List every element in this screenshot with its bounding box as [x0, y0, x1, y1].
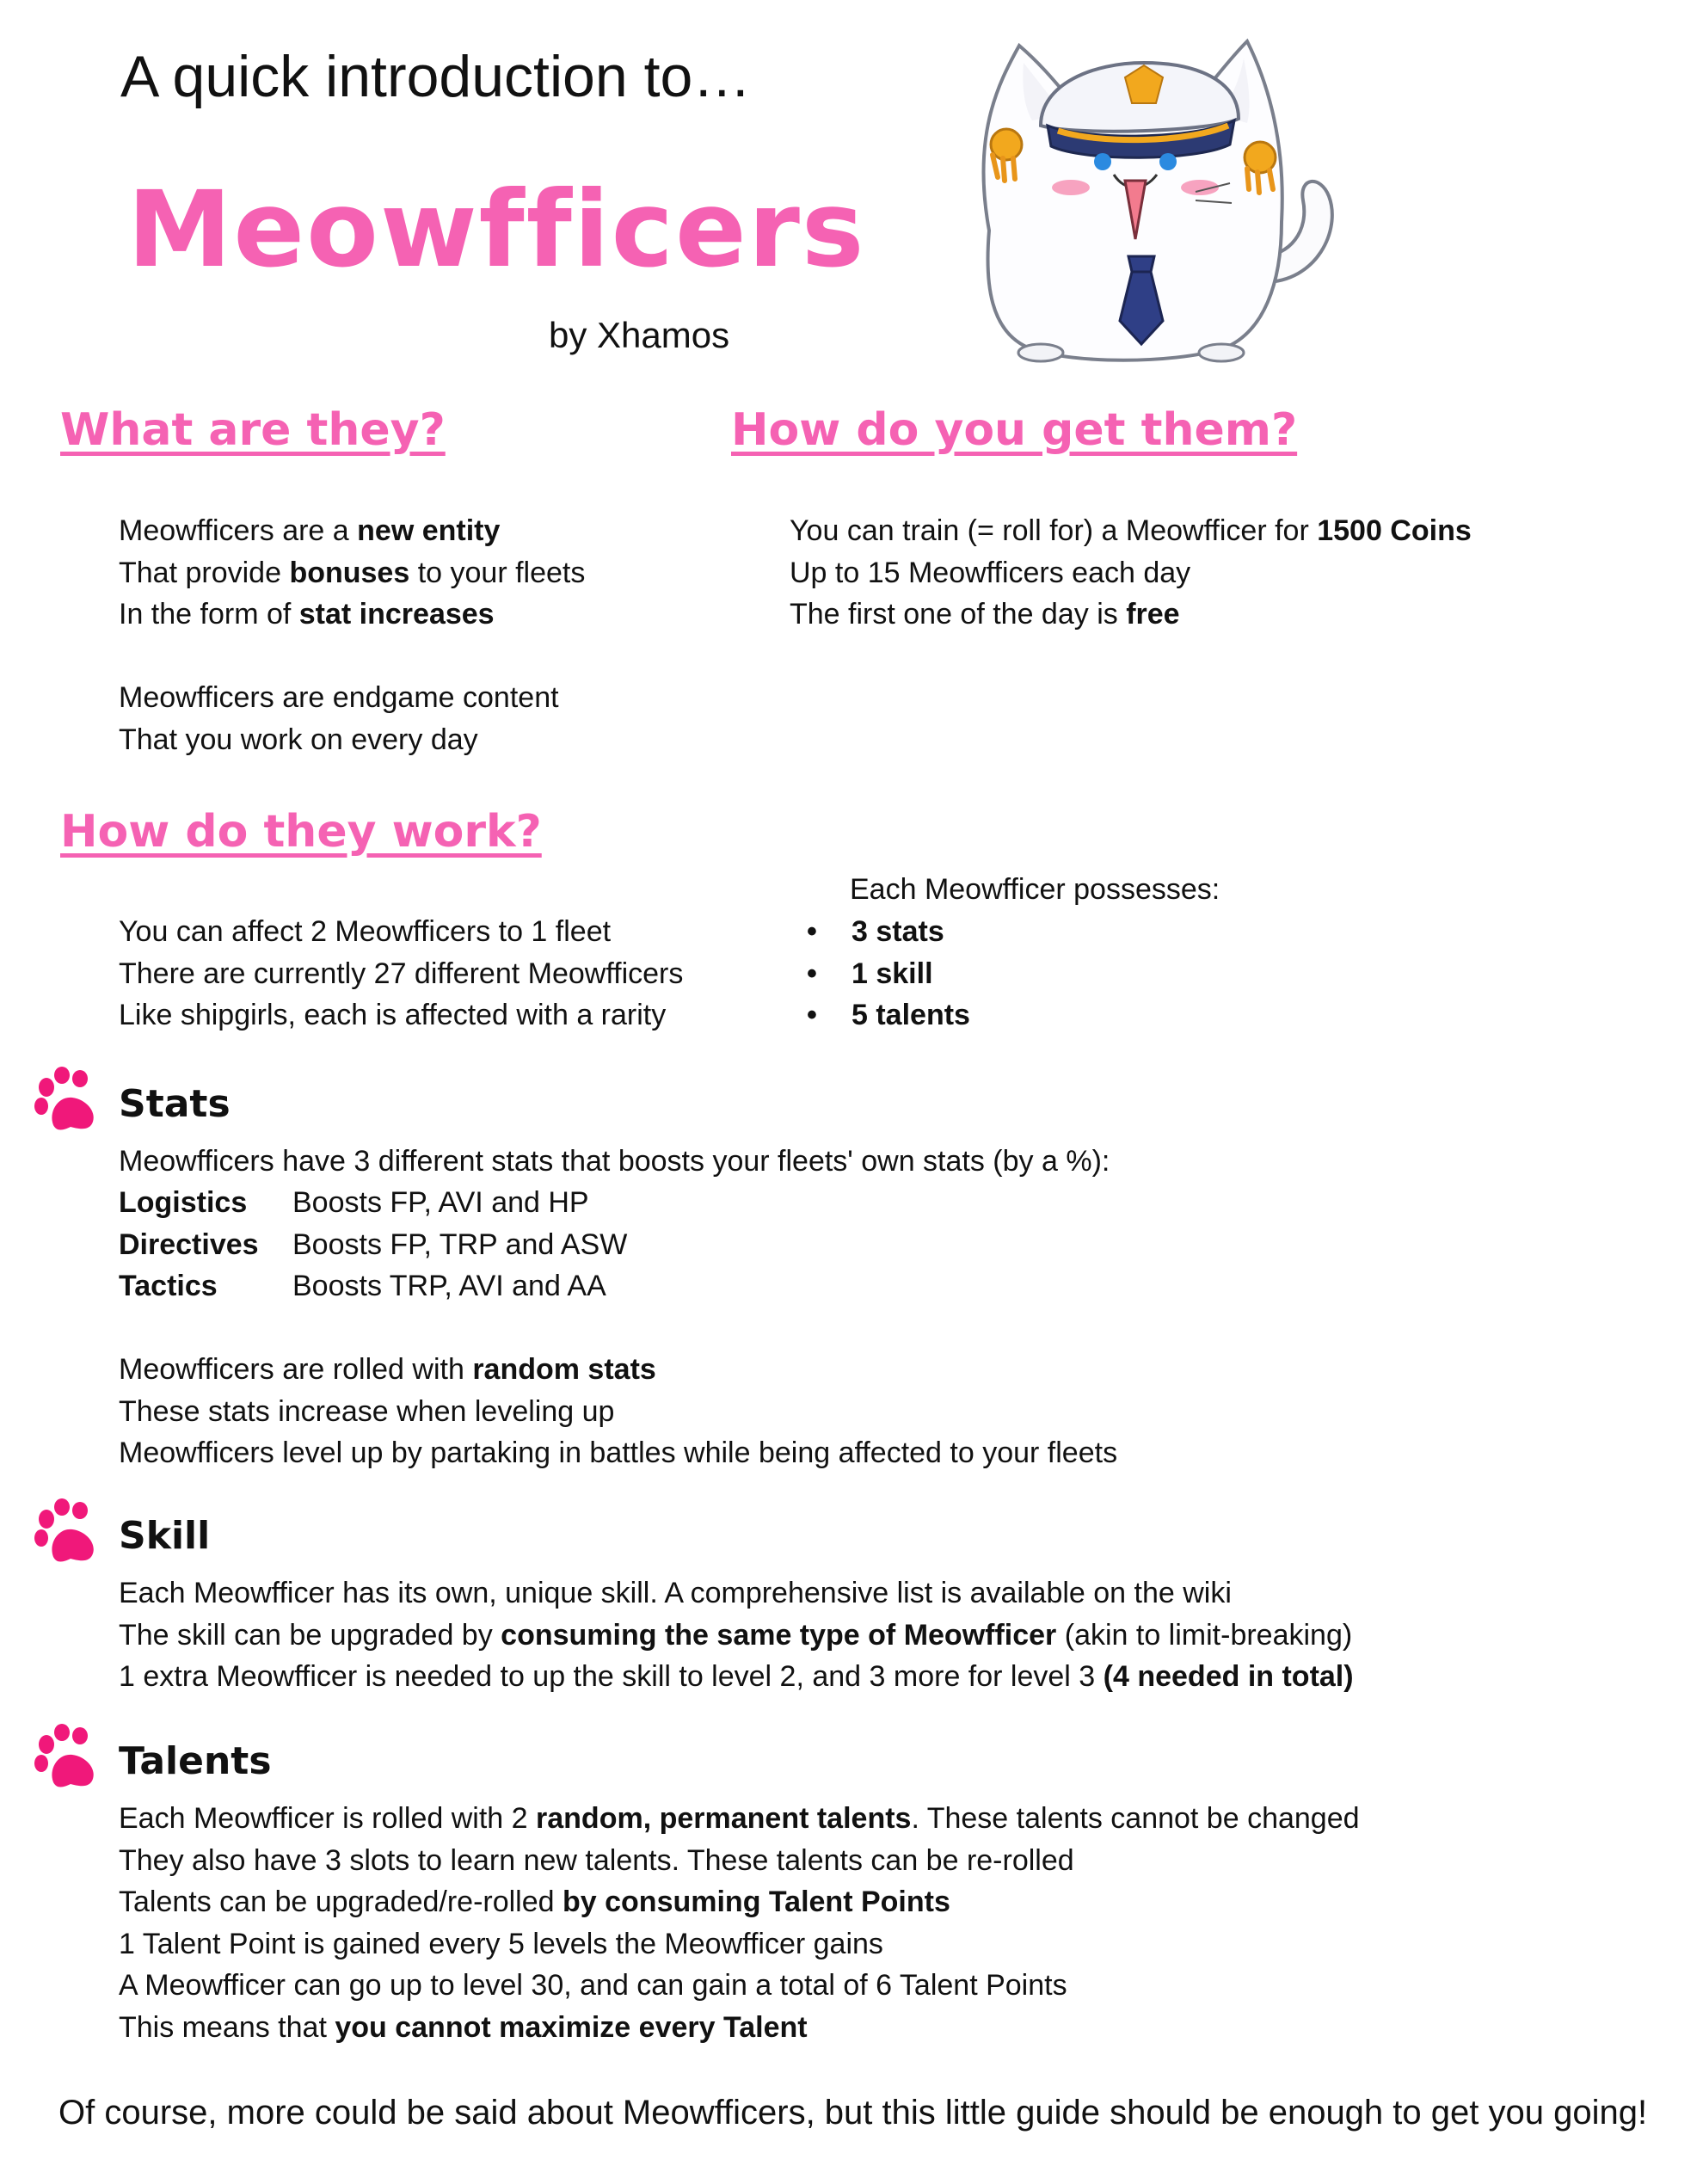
stats-note-line: These stats increase when leveling up — [119, 1394, 615, 1428]
what-are-they-line: Meowfficers are a new entity — [119, 514, 501, 547]
skill-body — [119, 1572, 1354, 1698]
skill-line: The skill can be upgraded by consuming the same type of Meowfficer (akin to limit-breaking) — [119, 1618, 1353, 1652]
talents-line: A Meowfficer can go up to level 30, and can gain a total of 6 Talent Points — [119, 1969, 1067, 2002]
stat-description: Boosts TRP, AVI and AA — [292, 1270, 606, 1302]
stats-table — [119, 1182, 627, 1307]
how-work-line: There are currently 27 different Meowfficers — [119, 957, 684, 990]
stat-row — [119, 1224, 627, 1266]
page-title: Meowfficers — [127, 169, 866, 291]
paw-print-icon — [33, 1498, 100, 1567]
stat-name: Directives — [119, 1227, 259, 1261]
heading-talents: Talents — [119, 1739, 272, 1783]
what-are-they-body — [119, 510, 585, 760]
possesses-item: • 1 skill — [807, 953, 970, 995]
stats-note-line: Meowfficers are rolled with random stats — [119, 1353, 656, 1386]
stat-description: Boosts FP, AVI and HP — [292, 1186, 589, 1219]
what-are-they-line — [119, 636, 585, 678]
how-get-line: The first one of the day is free — [790, 598, 1180, 631]
how-get-line: Up to 15 Meowfficers each day — [790, 556, 1191, 589]
possesses-item: • 3 stats — [807, 911, 970, 953]
stats-note-line: Meowfficers level up by partaking in battles while being affected to your fleets — [119, 1437, 1118, 1469]
heading-stats: Stats — [119, 1082, 231, 1126]
skill-line: Each Meowfficer has its own, unique skill. A comprehensive list is available on the wiki — [119, 1577, 1232, 1609]
what-are-they-line: Meowfficers are endgame content — [119, 681, 559, 714]
author-byline: by Xhamos — [549, 315, 730, 355]
how-work-body — [119, 911, 683, 1037]
paw-print-icon — [33, 1067, 100, 1135]
heading-what-are-they: What are they? — [60, 404, 446, 456]
talents-line: This means that you cannot maximize every Talent — [119, 2010, 808, 2044]
talents-body — [119, 1798, 1360, 2048]
heading-how-do-you-get-them: How do you get them? — [731, 404, 1298, 456]
skill-line: 1 extra Meowfficer is needed to up the skill to level 2, and 3 more for level 3 (4 needed in total) — [119, 1660, 1354, 1693]
how-work-line: You can affect 2 Meowfficers to 1 fleet — [119, 915, 612, 948]
possesses-label: Each Meowfficer possesses: — [850, 873, 1220, 906]
how-get-line: You can train (= roll for) a Meowfficer for 1500 Coins — [790, 514, 1472, 547]
closing-note: Of course, more could be said about Meowfficers, but this little guide should be enough to get you going! — [58, 2094, 1648, 2132]
how-get-body — [790, 510, 1472, 636]
what-are-they-line: That provide bonuses to your fleets — [119, 556, 586, 589]
stats-intro: Meowfficers have 3 different stats that boosts your fleets' own stats (by a %): — [119, 1145, 1110, 1178]
how-work-line: Like shipgirls, each is affected with a rarity — [119, 999, 667, 1031]
talents-line: Each Meowfficer is rolled with 2 random, permanent talents. These talents cannot be changed — [119, 1802, 1360, 1835]
stat-name: Logistics — [119, 1186, 248, 1219]
talents-line: 1 Talent Point is gained every 5 levels the Meowfficer gains — [119, 1927, 883, 1960]
stats-notes — [119, 1349, 1117, 1474]
talents-line: They also have 3 slots to learn new talents. These talents can be re-rolled — [119, 1843, 1074, 1877]
stat-row — [119, 1182, 627, 1224]
stat-name: Tactics — [119, 1270, 218, 1302]
what-are-they-line: In the form of stat increases — [119, 598, 495, 631]
stat-row — [119, 1265, 627, 1307]
stat-description: Boosts FP, TRP and ASW — [292, 1227, 628, 1261]
possesses-item: • 5 talents — [807, 994, 970, 1037]
talents-line: Talents can be upgraded/re-rolled by consuming Talent Points — [119, 1886, 950, 1918]
possesses-list — [807, 911, 970, 1037]
heading-how-do-they-work: How do they work? — [60, 806, 542, 858]
what-are-they-line: That you work on every day — [119, 723, 478, 756]
heading-skill: Skill — [119, 1514, 211, 1558]
intro-heading: A quick introduction to… — [120, 44, 752, 109]
meowfficer-cat-mascot — [938, 24, 1350, 368]
paw-print-icon — [33, 1724, 100, 1793]
